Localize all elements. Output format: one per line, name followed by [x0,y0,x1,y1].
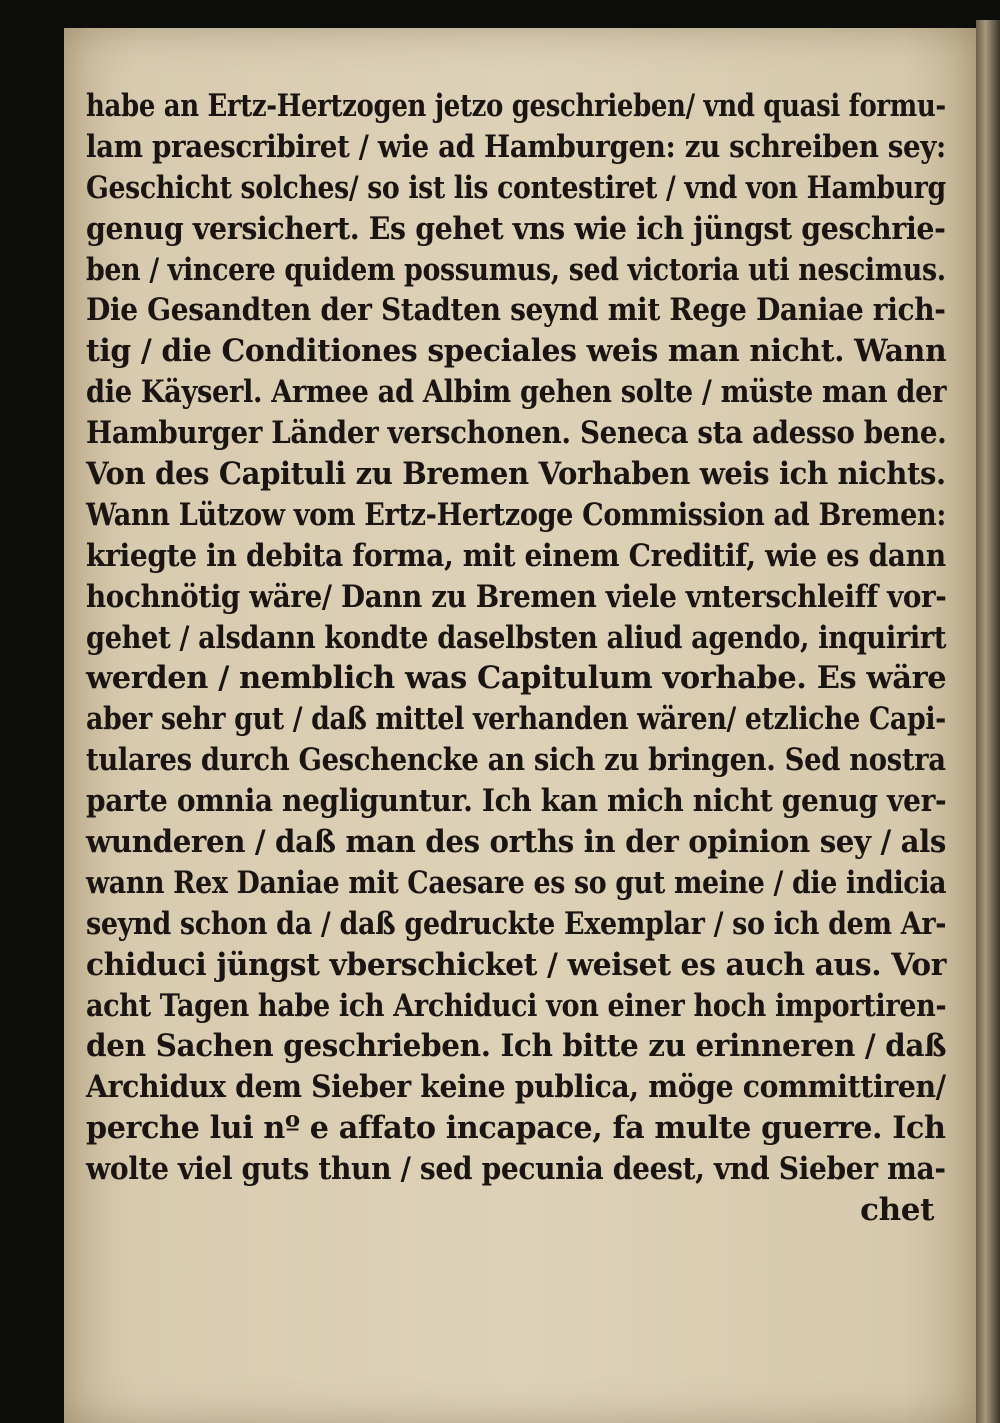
text-line: habe an Ertz-Hertzogen jetzo geschrieben/ vnd quasi formu- [86,88,946,124]
text-line: parte omnia negliguntur. Ich kan mich nicht genug ver- [86,783,947,820]
text-line: Die Gesandten der Stadten seynd mit Rege Daniae rich- [86,292,946,329]
text-line: lam praescribiret / wie ad Hamburgen: zu schreiben sey: [86,128,946,165]
text-line: den Sachen geschrieben. Ich bitte zu erinneren / daß [86,1028,947,1065]
text-line: seynd schon da / daß gedruckte Exemplar / so ich dem Ar- [86,905,947,942]
page-edge-shadow [976,20,1000,1423]
text-line: wunderen / daß man des orths in der opinion sey / als [86,824,947,861]
text-line: Wann Lützow vom Ertz-Hertzoge Commission ad Bremen: [86,496,947,533]
text-line: perche lui nº e affato incapace, fa multe guerre. Ich [86,1110,946,1147]
text-line: Von des Capituli zu Bremen Vorhaben weis ich nichts. [86,456,946,493]
text-line: Geschicht solches/ so ist lis contestiret / vnd von Hamburg [86,169,946,206]
text-line: gehet / alsdann kondte daselbsten aliud agendo, inquirirt [86,619,947,656]
text-line: aber sehr gut / daß mittel verhanden wären/ etzliche Capi- [86,701,946,738]
text-line: hochnötig wäre/ Dann zu Bremen viele vnterschleiff vor- [86,578,947,615]
text-line: genug versichert. Es gehet vns wie ich jüngst geschrie- [86,210,946,247]
text-line: acht Tagen habe ich Archiduci von einer hoch importiren- [86,987,947,1024]
text-line: tulares durch Geschencke an sich zu bringen. Sed nostra [86,742,946,779]
text-line: werden / nemblich was Capitulum vorhabe. Es wäre [86,660,947,697]
catchword: chet [860,1192,934,1229]
text-line: die Käyserl. Armee ad Albim gehen solte / müste man der [86,374,947,411]
text-line: kriegte in debita forma, mit einem Creditif, wie es dann [86,537,946,574]
text-line: ben / vincere quidem possumus, sed victoria uti nescimus. [86,251,946,288]
text-line: Hamburger Länder verschonen. Seneca sta adesso bene. [86,415,947,452]
text-line: wann Rex Daniae mit Caesare es so gut meine / die indicia [86,864,947,901]
text-line: Archidux dem Sieber keine publica, möge committiren/ [86,1069,946,1106]
text-line: wolte viel guts thun / sed pecunia deest, vnd Sieber ma- [86,1151,946,1188]
text-line: tig / die Conditiones speciales weis man nicht. Wann [86,333,947,370]
text-line: chiduci jüngst vberschicket / weiset es auch aus. Vor [86,946,947,983]
body-text [86,86,946,1231]
